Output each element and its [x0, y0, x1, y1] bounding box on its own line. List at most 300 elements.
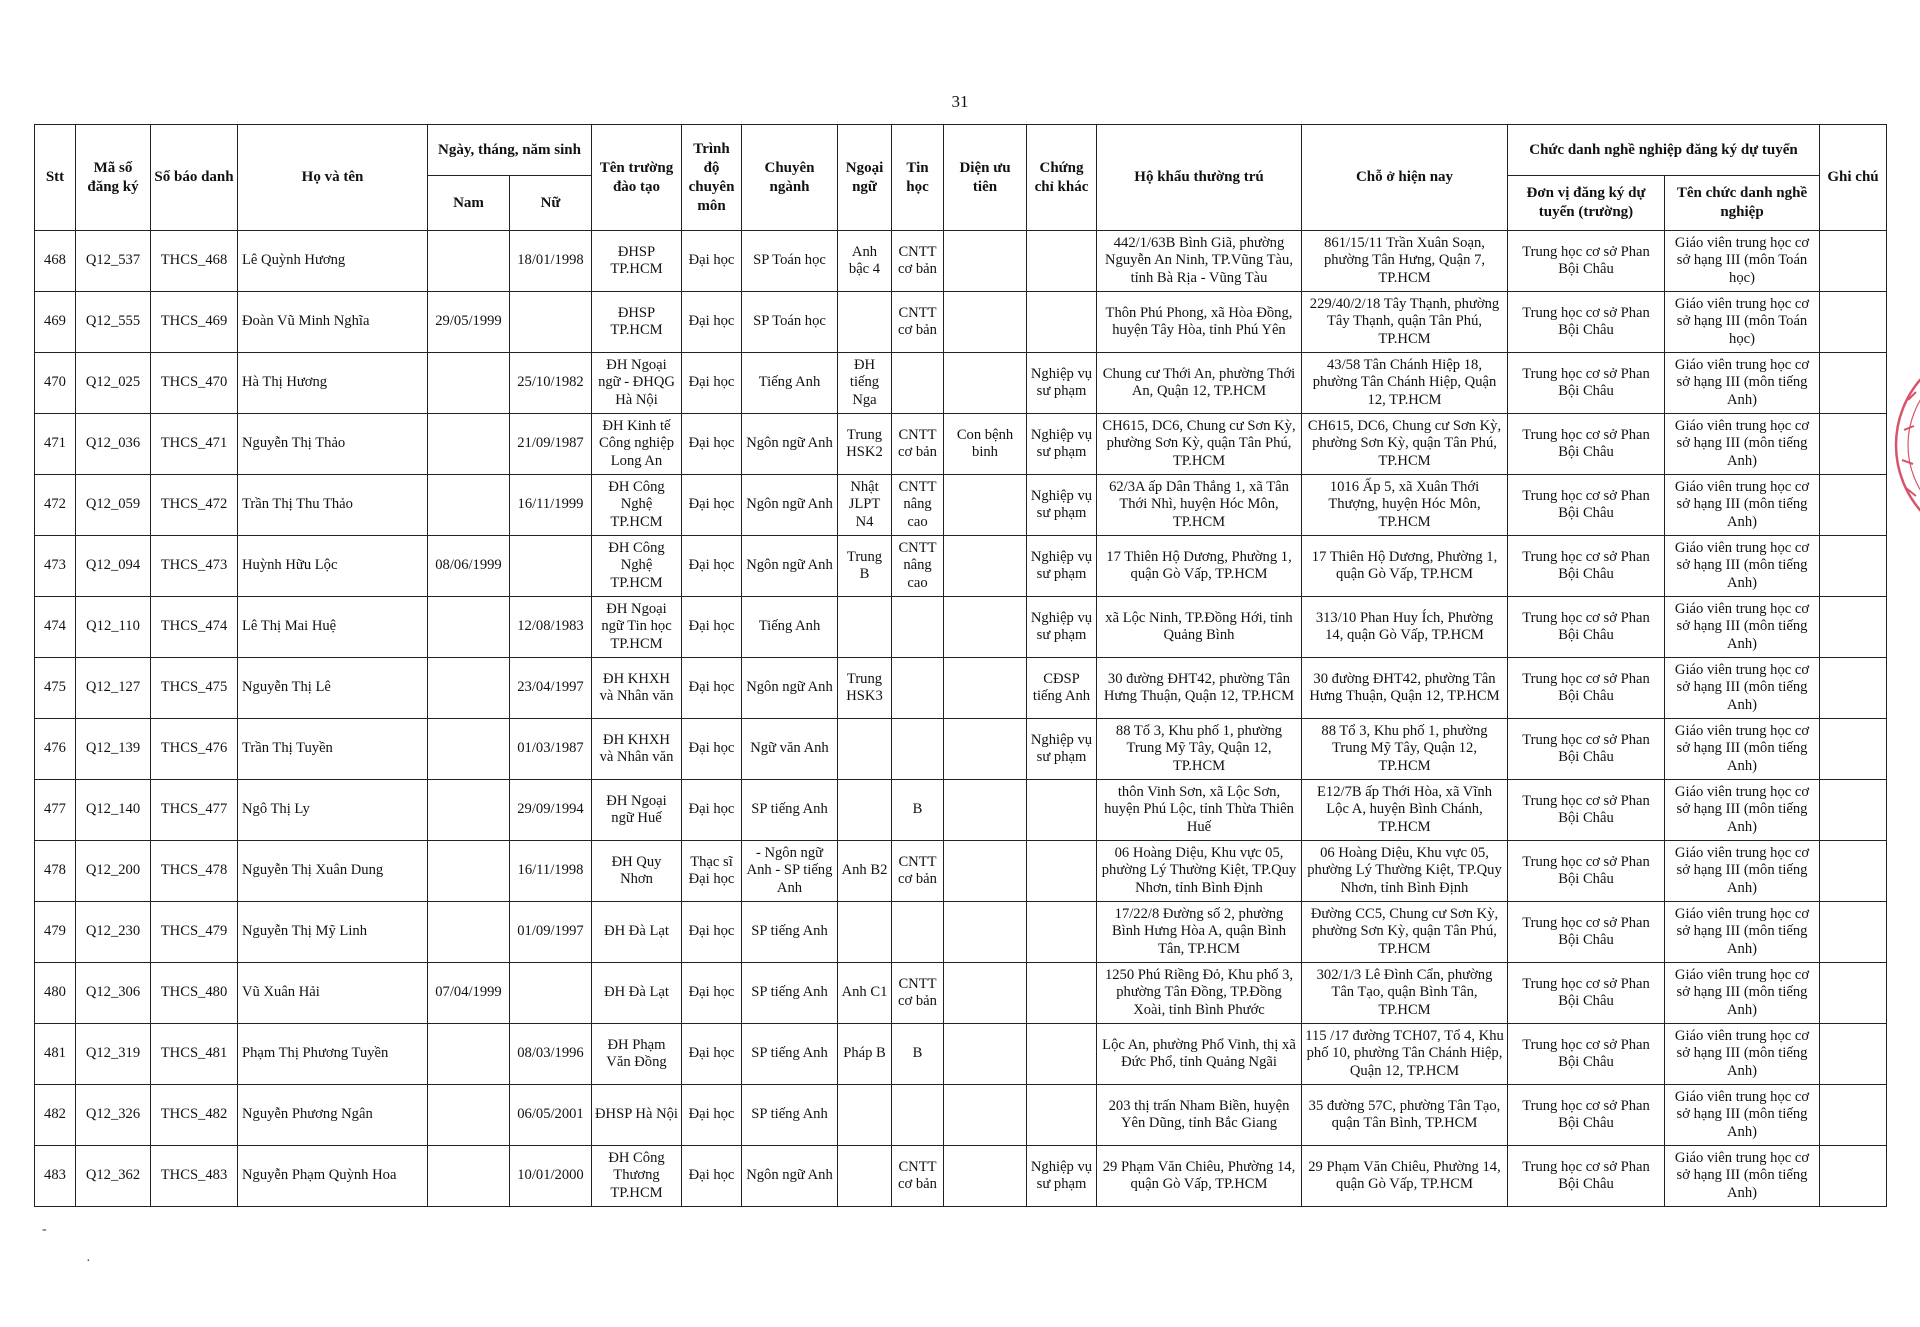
cell-ngoai-ngu — [838, 719, 892, 780]
cell-dien-uu-tien — [944, 1146, 1027, 1207]
cell-so-bao-danh: THCS_468 — [151, 231, 238, 292]
cell-chuyen-nganh: Ngữ văn Anh — [742, 719, 838, 780]
table-row — [35, 780, 1887, 841]
cell-so-bao-danh: THCS_472 — [151, 475, 238, 536]
cell-ma-so: Q12_200 — [76, 841, 151, 902]
cell-dob-nam — [428, 719, 510, 780]
cell-so-bao-danh: THCS_470 — [151, 353, 238, 414]
cell-ma-so: Q12_230 — [76, 902, 151, 963]
cell-dien-uu-tien — [944, 841, 1027, 902]
cell-tin-hoc — [892, 719, 944, 780]
header-chuyen-nganh: Chuyên ngành — [742, 125, 838, 231]
cell-cho-o: 1016 Ấp 5, xã Xuân Thới Thượng, huyện Hóc Môn, TP.HCM — [1302, 475, 1508, 536]
cell-tin-hoc — [892, 597, 944, 658]
cell-ngoai-ngu — [838, 780, 892, 841]
cell-dob-nu: 08/03/1996 — [510, 1024, 592, 1085]
cell-don-vi: Trung học cơ sở Phan Bội Châu — [1508, 353, 1665, 414]
cell-chung-chi — [1027, 780, 1097, 841]
cell-trinh-do: Đại học — [682, 475, 742, 536]
cell-stt: 468 — [35, 231, 76, 292]
cell-so-bao-danh: THCS_477 — [151, 780, 238, 841]
cell-chuc-danh: Giáo viên trung học cơ sở hạng III (môn tiếng Anh) — [1665, 536, 1820, 597]
cell-chuc-danh: Giáo viên trung học cơ sở hạng III (môn tiếng Anh) — [1665, 597, 1820, 658]
header-ma-so: Mã số đăng ký — [76, 125, 151, 231]
cell-trinh-do: Đại học — [682, 1146, 742, 1207]
cell-truong: ĐH Công Nghệ TP.HCM — [592, 475, 682, 536]
candidate-table — [34, 124, 1887, 1207]
cell-dob-nam — [428, 780, 510, 841]
cell-dob-nu: 25/10/1982 — [510, 353, 592, 414]
cell-truong: ĐH Công Thương TP.HCM — [592, 1146, 682, 1207]
cell-name: Nguyễn Thị Thảo — [238, 414, 428, 475]
cell-ho-khau: 442/1/63B Bình Giã, phường Nguyễn An Ninh, TP.Vũng Tàu, tỉnh Bà Rịa - Vũng Tàu — [1097, 231, 1302, 292]
cell-trinh-do: Đại học — [682, 1024, 742, 1085]
cell-truong: ĐH Công Nghệ TP.HCM — [592, 536, 682, 597]
page-number: 31 — [951, 92, 969, 111]
table-header — [35, 125, 1887, 231]
cell-cho-o: 30 đường ĐHT42, phường Tân Hưng Thuận, Quận 12, TP.HCM — [1302, 658, 1508, 719]
cell-truong: ĐH Phạm Văn Đồng — [592, 1024, 682, 1085]
cell-dien-uu-tien — [944, 658, 1027, 719]
header-so-bao-danh: Số báo danh — [151, 125, 238, 231]
cell-don-vi: Trung học cơ sở Phan Bội Châu — [1508, 1146, 1665, 1207]
cell-cho-o: 229/40/2/18 Tây Thạnh, phường Tây Thạnh, quận Tân Phú, TP.HCM — [1302, 292, 1508, 353]
cell-trinh-do: Đại học — [682, 902, 742, 963]
cell-ghi-chu — [1820, 353, 1887, 414]
cell-trinh-do: Đại học — [682, 292, 742, 353]
cell-dien-uu-tien — [944, 963, 1027, 1024]
cell-chuc-danh: Giáo viên trung học cơ sở hạng III (môn tiếng Anh) — [1665, 414, 1820, 475]
cell-so-bao-danh: THCS_476 — [151, 719, 238, 780]
cell-don-vi: Trung học cơ sở Phan Bội Châu — [1508, 780, 1665, 841]
cell-ho-khau: Thôn Phú Phong, xã Hòa Đồng, huyện Tây Hòa, tỉnh Phú Yên — [1097, 292, 1302, 353]
cell-chuc-danh: Giáo viên trung học cơ sở hạng III (môn Toán học) — [1665, 231, 1820, 292]
cell-so-bao-danh: THCS_483 — [151, 1146, 238, 1207]
cell-dob-nu: 29/09/1994 — [510, 780, 592, 841]
table-row — [35, 597, 1887, 658]
cell-ma-so: Q12_127 — [76, 658, 151, 719]
cell-chuyen-nganh: SP Toán học — [742, 231, 838, 292]
cell-name: Huỳnh Hữu Lộc — [238, 536, 428, 597]
cell-cho-o: CH615, DC6, Chung cư Sơn Kỳ, phường Sơn Kỳ, quận Tân Phú, TP.HCM — [1302, 414, 1508, 475]
cell-cho-o: 35 đường 57C, phường Tân Tạo, quận Tân Bình, TP.HCM — [1302, 1085, 1508, 1146]
cell-dob-nu: 10/01/2000 — [510, 1146, 592, 1207]
cell-chuyen-nganh: Tiếng Anh — [742, 597, 838, 658]
table-row — [35, 902, 1887, 963]
table-body — [35, 231, 1887, 1207]
cell-tin-hoc: CNTT cơ bản — [892, 292, 944, 353]
cell-ghi-chu — [1820, 292, 1887, 353]
cell-stt: 483 — [35, 1146, 76, 1207]
cell-dien-uu-tien — [944, 353, 1027, 414]
cell-dob-nu: 01/09/1997 — [510, 902, 592, 963]
cell-ngoai-ngu: ĐH tiếng Nga — [838, 353, 892, 414]
cell-cho-o: 115 /17 đường TCH07, Tổ 4, Khu phố 10, phường Tân Chánh Hiệp, Quận 12, TP.HCM — [1302, 1024, 1508, 1085]
cell-so-bao-danh: THCS_479 — [151, 902, 238, 963]
cell-cho-o: E12/7B ấp Thới Hòa, xã Vĩnh Lộc A, huyện Bình Chánh, TP.HCM — [1302, 780, 1508, 841]
cell-ghi-chu — [1820, 536, 1887, 597]
cell-chuc-danh: Giáo viên trung học cơ sở hạng III (môn tiếng Anh) — [1665, 1085, 1820, 1146]
cell-name: Nguyễn Thị Lê — [238, 658, 428, 719]
cell-dob-nu: 21/09/1987 — [510, 414, 592, 475]
cell-name: Nguyễn Thị Mỹ Linh — [238, 902, 428, 963]
cell-cho-o: Đường CC5, Chung cư Sơn Kỳ, phường Sơn Kỳ, quận Tân Phú, TP.HCM — [1302, 902, 1508, 963]
cell-trinh-do: Thạc sĩ Đại học — [682, 841, 742, 902]
cell-tin-hoc: B — [892, 780, 944, 841]
cell-ghi-chu — [1820, 1024, 1887, 1085]
cell-so-bao-danh: THCS_469 — [151, 292, 238, 353]
cell-dob-nu: 23/04/1997 — [510, 658, 592, 719]
header-ten-chuc-danh: Tên chức danh nghề nghiệp — [1665, 176, 1820, 231]
cell-chuyen-nganh: Ngôn ngữ Anh — [742, 414, 838, 475]
cell-don-vi: Trung học cơ sở Phan Bội Châu — [1508, 292, 1665, 353]
cell-ho-khau: xã Lộc Ninh, TP.Đồng Hới, tỉnh Quảng Bình — [1097, 597, 1302, 658]
cell-dob-nam — [428, 1024, 510, 1085]
cell-trinh-do: Đại học — [682, 536, 742, 597]
cell-dien-uu-tien — [944, 475, 1027, 536]
table-row — [35, 1146, 1887, 1207]
cell-dob-nam — [428, 475, 510, 536]
cell-tin-hoc — [892, 658, 944, 719]
cell-chung-chi: Nghiệp vụ sư phạm — [1027, 719, 1097, 780]
cell-dob-nam — [428, 414, 510, 475]
cell-chuyen-nganh: SP tiếng Anh — [742, 1024, 838, 1085]
cell-don-vi: Trung học cơ sở Phan Bội Châu — [1508, 902, 1665, 963]
cell-don-vi: Trung học cơ sở Phan Bội Châu — [1508, 414, 1665, 475]
cell-dob-nu: 16/11/1999 — [510, 475, 592, 536]
cell-ma-so: Q12_139 — [76, 719, 151, 780]
cell-ho-khau: Chung cư Thới An, phường Thới An, Quận 12, TP.HCM — [1097, 353, 1302, 414]
header-nu: Nữ — [510, 176, 592, 231]
cell-ho-khau: 06 Hoàng Diệu, Khu vực 05, phường Lý Thường Kiệt, TP.Quy Nhơn, tỉnh Bình Định — [1097, 841, 1302, 902]
cell-ghi-chu — [1820, 658, 1887, 719]
header-ghi-chu: Ghi chú — [1820, 125, 1887, 231]
cell-ghi-chu — [1820, 1085, 1887, 1146]
table-row — [35, 292, 1887, 353]
cell-ma-so: Q12_059 — [76, 475, 151, 536]
cell-truong: ĐHSP TP.HCM — [592, 292, 682, 353]
cell-so-bao-danh: THCS_478 — [151, 841, 238, 902]
cell-so-bao-danh: THCS_480 — [151, 963, 238, 1024]
cell-stt: 470 — [35, 353, 76, 414]
cell-ho-khau: 17/22/8 Đường số 2, phường Bình Hưng Hòa A, quận Bình Tân, TP.HCM — [1097, 902, 1302, 963]
cell-truong: ĐH Đà Lạt — [592, 902, 682, 963]
header-ho-ten: Họ và tên — [238, 125, 428, 231]
cell-so-bao-danh: THCS_475 — [151, 658, 238, 719]
cell-tin-hoc: B — [892, 1024, 944, 1085]
cell-dob-nu: 12/08/1983 — [510, 597, 592, 658]
cell-name: Phạm Thị Phương Tuyền — [238, 1024, 428, 1085]
cell-ho-khau: 29 Phạm Văn Chiêu, Phường 14, quận Gò Vấp, TP.HCM — [1097, 1146, 1302, 1207]
cell-ma-so: Q12_555 — [76, 292, 151, 353]
cell-ngoai-ngu — [838, 597, 892, 658]
cell-truong: ĐH Quy Nhơn — [592, 841, 682, 902]
cell-ho-khau: 1250 Phú Riềng Đỏ, Khu phố 3, phường Tân Đồng, TP.Đồng Xoài, tỉnh Bình Phước — [1097, 963, 1302, 1024]
cell-ngoai-ngu — [838, 292, 892, 353]
cell-don-vi: Trung học cơ sở Phan Bội Châu — [1508, 658, 1665, 719]
cell-ma-so: Q12_537 — [76, 231, 151, 292]
cell-ngoai-ngu: Trung B — [838, 536, 892, 597]
cell-don-vi: Trung học cơ sở Phan Bội Châu — [1508, 231, 1665, 292]
cell-chuc-danh: Giáo viên trung học cơ sở hạng III (môn tiếng Anh) — [1665, 353, 1820, 414]
cell-cho-o: 17 Thiên Hộ Dương, Phường 1, quận Gò Vấp, TP.HCM — [1302, 536, 1508, 597]
cell-name: Hà Thị Hương — [238, 353, 428, 414]
cell-trinh-do: Đại học — [682, 353, 742, 414]
cell-chuc-danh: Giáo viên trung học cơ sở hạng III (môn tiếng Anh) — [1665, 1146, 1820, 1207]
cell-ho-khau: CH615, DC6, Chung cư Sơn Kỳ, phường Sơn Kỳ, quận Tân Phú, TP.HCM — [1097, 414, 1302, 475]
cell-ho-khau: 17 Thiên Hộ Dương, Phường 1, quận Gò Vấp, TP.HCM — [1097, 536, 1302, 597]
cell-stt: 480 — [35, 963, 76, 1024]
header-ngoai-ngu: Ngoại ngữ — [838, 125, 892, 231]
cell-don-vi: Trung học cơ sở Phan Bội Châu — [1508, 597, 1665, 658]
cell-chung-chi — [1027, 292, 1097, 353]
cell-so-bao-danh: THCS_474 — [151, 597, 238, 658]
stamp-fragment — [1886, 360, 1920, 530]
header-don-vi: Đơn vị đăng ký dự tuyển (trường) — [1508, 176, 1665, 231]
cell-ho-khau: 62/3A ấp Dân Thắng 1, xã Tân Thới Nhì, huyện Hóc Môn, TP.HCM — [1097, 475, 1302, 536]
cell-tin-hoc: CNTT nâng cao — [892, 475, 944, 536]
cell-truong: ĐH Đà Lạt — [592, 963, 682, 1024]
cell-don-vi: Trung học cơ sở Phan Bội Châu — [1508, 719, 1665, 780]
table-row — [35, 353, 1887, 414]
cell-stt: 478 — [35, 841, 76, 902]
cell-stt: 479 — [35, 902, 76, 963]
cell-chuyen-nganh: SP tiếng Anh — [742, 902, 838, 963]
cell-don-vi: Trung học cơ sở Phan Bội Châu — [1508, 536, 1665, 597]
cell-chuc-danh: Giáo viên trung học cơ sở hạng III (môn tiếng Anh) — [1665, 1024, 1820, 1085]
cell-trinh-do: Đại học — [682, 780, 742, 841]
cell-so-bao-danh: THCS_482 — [151, 1085, 238, 1146]
cell-ghi-chu — [1820, 780, 1887, 841]
cell-so-bao-danh: THCS_471 — [151, 414, 238, 475]
cell-ngoai-ngu: Anh C1 — [838, 963, 892, 1024]
table-row — [35, 1024, 1887, 1085]
cell-stt: 476 — [35, 719, 76, 780]
cell-name: Lê Thị Mai Huệ — [238, 597, 428, 658]
cell-ngoai-ngu: Pháp B — [838, 1024, 892, 1085]
table-row — [35, 1085, 1887, 1146]
cell-dob-nam — [428, 1085, 510, 1146]
cell-don-vi: Trung học cơ sở Phan Bội Châu — [1508, 963, 1665, 1024]
cell-chuc-danh: Giáo viên trung học cơ sở hạng III (môn tiếng Anh) — [1665, 475, 1820, 536]
cell-dien-uu-tien — [944, 597, 1027, 658]
cell-stt: 481 — [35, 1024, 76, 1085]
cell-chuyen-nganh: Ngôn ngữ Anh — [742, 1146, 838, 1207]
cell-ngoai-ngu: Trung HSK2 — [838, 414, 892, 475]
cell-dien-uu-tien — [944, 536, 1027, 597]
cell-stt: 471 — [35, 414, 76, 475]
cell-ma-so: Q12_025 — [76, 353, 151, 414]
cell-chuc-danh: Giáo viên trung học cơ sở hạng III (môn tiếng Anh) — [1665, 658, 1820, 719]
cell-tin-hoc: CNTT cơ bản — [892, 414, 944, 475]
cell-ho-khau: thôn Vinh Sơn, xã Lộc Sơn, huyện Phú Lộc, tỉnh Thừa Thiên Huế — [1097, 780, 1302, 841]
cell-tin-hoc: CNTT cơ bản — [892, 963, 944, 1024]
cell-trinh-do: Đại học — [682, 1085, 742, 1146]
cell-cho-o: 861/15/11 Trần Xuân Soạn, phường Tân Hưng, Quận 7, TP.HCM — [1302, 231, 1508, 292]
cell-so-bao-danh: THCS_481 — [151, 1024, 238, 1085]
cell-dob-nam — [428, 1146, 510, 1207]
cell-cho-o: 29 Phạm Văn Chiêu, Phường 14, quận Gò Vấp, TP.HCM — [1302, 1146, 1508, 1207]
table-row — [35, 963, 1887, 1024]
cell-don-vi: Trung học cơ sở Phan Bội Châu — [1508, 1024, 1665, 1085]
header-trinh-do: Trình độ chuyên môn — [682, 125, 742, 231]
cell-ghi-chu — [1820, 963, 1887, 1024]
cell-ngoai-ngu: Nhật JLPT N4 — [838, 475, 892, 536]
cell-chuc-danh: Giáo viên trung học cơ sở hạng III (môn tiếng Anh) — [1665, 963, 1820, 1024]
cell-tin-hoc — [892, 1085, 944, 1146]
cell-ho-khau: Lộc An, phường Phổ Vinh, thị xã Đức Phổ, tỉnh Quảng Ngãi — [1097, 1024, 1302, 1085]
cell-chung-chi — [1027, 1085, 1097, 1146]
cell-ma-so: Q12_306 — [76, 963, 151, 1024]
cell-tin-hoc: CNTT cơ bản — [892, 1146, 944, 1207]
table-row — [35, 231, 1887, 292]
cell-ngoai-ngu: Anh bậc 4 — [838, 231, 892, 292]
cell-chung-chi: CĐSP tiếng Anh — [1027, 658, 1097, 719]
cell-cho-o: 302/1/3 Lê Đình Cẩn, phường Tân Tạo, quận Bình Tân, TP.HCM — [1302, 963, 1508, 1024]
cell-name: Ngô Thị Ly — [238, 780, 428, 841]
cell-truong: ĐH KHXH và Nhân văn — [592, 719, 682, 780]
cell-chuyen-nganh: - Ngôn ngữ Anh - SP tiếng Anh — [742, 841, 838, 902]
cell-chung-chi: Nghiệp vụ sư phạm — [1027, 536, 1097, 597]
cell-chuc-danh: Giáo viên trung học cơ sở hạng III (môn Toán học) — [1665, 292, 1820, 353]
cell-chuyen-nganh: Ngôn ngữ Anh — [742, 536, 838, 597]
cell-ma-so: Q12_319 — [76, 1024, 151, 1085]
cell-stt: 482 — [35, 1085, 76, 1146]
cell-chung-chi — [1027, 902, 1097, 963]
cell-dob-nam — [428, 597, 510, 658]
cell-cho-o: 313/10 Phan Huy Ích, Phường 14, quận Gò Vấp, TP.HCM — [1302, 597, 1508, 658]
cell-name: Trần Thị Tuyền — [238, 719, 428, 780]
cell-truong: ĐH Ngoại ngữ - ĐHQG Hà Nội — [592, 353, 682, 414]
cell-dien-uu-tien — [944, 1085, 1027, 1146]
header-nam: Nam — [428, 176, 510, 231]
cell-dob-nam — [428, 902, 510, 963]
cell-ghi-chu — [1820, 475, 1887, 536]
header-cho-o: Chỗ ở hiện nay — [1302, 125, 1508, 231]
stray-mark: - — [42, 1222, 47, 1237]
cell-chuc-danh: Giáo viên trung học cơ sở hạng III (môn tiếng Anh) — [1665, 841, 1820, 902]
cell-dien-uu-tien — [944, 780, 1027, 841]
table-row — [35, 536, 1887, 597]
header-truong: Tên trường đào tạo — [592, 125, 682, 231]
cell-dob-nam: 29/05/1999 — [428, 292, 510, 353]
cell-ghi-chu — [1820, 719, 1887, 780]
cell-tin-hoc — [892, 902, 944, 963]
cell-trinh-do: Đại học — [682, 231, 742, 292]
cell-ngoai-ngu: Anh B2 — [838, 841, 892, 902]
cell-chung-chi: Nghiệp vụ sư phạm — [1027, 353, 1097, 414]
cell-dob-nu: 18/01/1998 — [510, 231, 592, 292]
cell-ho-khau: 30 đường ĐHT42, phường Tân Hưng Thuận, Quận 12, TP.HCM — [1097, 658, 1302, 719]
cell-ngoai-ngu — [838, 1146, 892, 1207]
cell-chuc-danh: Giáo viên trung học cơ sở hạng III (môn tiếng Anh) — [1665, 780, 1820, 841]
cell-cho-o: 43/58 Tân Chánh Hiệp 18, phường Tân Chánh Hiệp, Quận 12, TP.HCM — [1302, 353, 1508, 414]
cell-tin-hoc: CNTT cơ bản — [892, 231, 944, 292]
cell-trinh-do: Đại học — [682, 963, 742, 1024]
cell-dob-nu — [510, 536, 592, 597]
cell-chuyen-nganh: Ngôn ngữ Anh — [742, 475, 838, 536]
cell-chung-chi — [1027, 231, 1097, 292]
cell-dien-uu-tien — [944, 1024, 1027, 1085]
cell-don-vi: Trung học cơ sở Phan Bội Châu — [1508, 475, 1665, 536]
cell-cho-o: 06 Hoàng Diệu, Khu vực 05, phường Lý Thường Kiệt, TP.Quy Nhơn, tỉnh Bình Định — [1302, 841, 1508, 902]
cell-dob-nu — [510, 292, 592, 353]
cell-dob-nu: 16/11/1998 — [510, 841, 592, 902]
cell-chung-chi: Nghiệp vụ sư phạm — [1027, 1146, 1097, 1207]
cell-stt: 472 — [35, 475, 76, 536]
table-row — [35, 841, 1887, 902]
cell-stt: 474 — [35, 597, 76, 658]
cell-chung-chi: Nghiệp vụ sư phạm — [1027, 597, 1097, 658]
cell-dob-nu — [510, 963, 592, 1024]
cell-dien-uu-tien — [944, 231, 1027, 292]
cell-truong: ĐH KHXH và Nhân văn — [592, 658, 682, 719]
header-stt: Stt — [35, 125, 76, 231]
cell-tin-hoc: CNTT cơ bản — [892, 841, 944, 902]
cell-name: Vũ Xuân Hải — [238, 963, 428, 1024]
header-chung-chi: Chứng chỉ khác — [1027, 125, 1097, 231]
cell-dob-nam — [428, 658, 510, 719]
cell-truong: ĐH Ngoại ngữ Tin học TP.HCM — [592, 597, 682, 658]
cell-chung-chi — [1027, 1024, 1097, 1085]
cell-dien-uu-tien — [944, 292, 1027, 353]
cell-chuyen-nganh: SP tiếng Anh — [742, 780, 838, 841]
cell-ghi-chu — [1820, 902, 1887, 963]
cell-so-bao-danh: THCS_473 — [151, 536, 238, 597]
cell-dien-uu-tien — [944, 902, 1027, 963]
cell-stt: 475 — [35, 658, 76, 719]
cell-dob-nam — [428, 353, 510, 414]
cell-trinh-do: Đại học — [682, 719, 742, 780]
cell-dien-uu-tien — [944, 719, 1027, 780]
cell-chuyen-nganh: Tiếng Anh — [742, 353, 838, 414]
cell-don-vi: Trung học cơ sở Phan Bội Châu — [1508, 841, 1665, 902]
cell-name: Trần Thị Thu Thảo — [238, 475, 428, 536]
cell-ghi-chu — [1820, 841, 1887, 902]
cell-chuyen-nganh: SP Toán học — [742, 292, 838, 353]
cell-chuyen-nganh: Ngôn ngữ Anh — [742, 658, 838, 719]
cell-ghi-chu — [1820, 231, 1887, 292]
cell-tin-hoc: CNTT nâng cao — [892, 536, 944, 597]
cell-ma-so: Q12_094 — [76, 536, 151, 597]
header-dien-uu-tien: Diện ưu tiên — [944, 125, 1027, 231]
cell-dob-nu: 01/03/1987 — [510, 719, 592, 780]
cell-name: Đoàn Vũ Minh Nghĩa — [238, 292, 428, 353]
stray-mark: · — [86, 1254, 91, 1269]
header-tin-hoc: Tin học — [892, 125, 944, 231]
cell-chung-chi: Nghiệp vụ sư phạm — [1027, 475, 1097, 536]
cell-ghi-chu — [1820, 1146, 1887, 1207]
header-ngay-sinh: Ngày, tháng, năm sinh — [428, 125, 592, 176]
cell-chuyen-nganh: SP tiếng Anh — [742, 963, 838, 1024]
cell-ngoai-ngu — [838, 902, 892, 963]
cell-chung-chi — [1027, 841, 1097, 902]
cell-dob-nam: 08/06/1999 — [428, 536, 510, 597]
cell-ghi-chu — [1820, 597, 1887, 658]
cell-ngoai-ngu: Trung HSK3 — [838, 658, 892, 719]
cell-chuyen-nganh: SP tiếng Anh — [742, 1085, 838, 1146]
header-chuc-danh: Chức danh nghề nghiệp đăng ký dự tuyển — [1508, 125, 1820, 176]
cell-dob-nu: 06/05/2001 — [510, 1085, 592, 1146]
cell-stt: 469 — [35, 292, 76, 353]
cell-stt: 473 — [35, 536, 76, 597]
cell-ho-khau: 88 Tổ 3, Khu phố 1, phường Trung Mỹ Tây, Quận 12, TP.HCM — [1097, 719, 1302, 780]
cell-cho-o: 88 Tổ 3, Khu phố 1, phường Trung Mỹ Tây, Quận 12, TP.HCM — [1302, 719, 1508, 780]
cell-trinh-do: Đại học — [682, 414, 742, 475]
cell-name: Lê Quỳnh Hương — [238, 231, 428, 292]
cell-dob-nam: 07/04/1999 — [428, 963, 510, 1024]
cell-dob-nam — [428, 841, 510, 902]
